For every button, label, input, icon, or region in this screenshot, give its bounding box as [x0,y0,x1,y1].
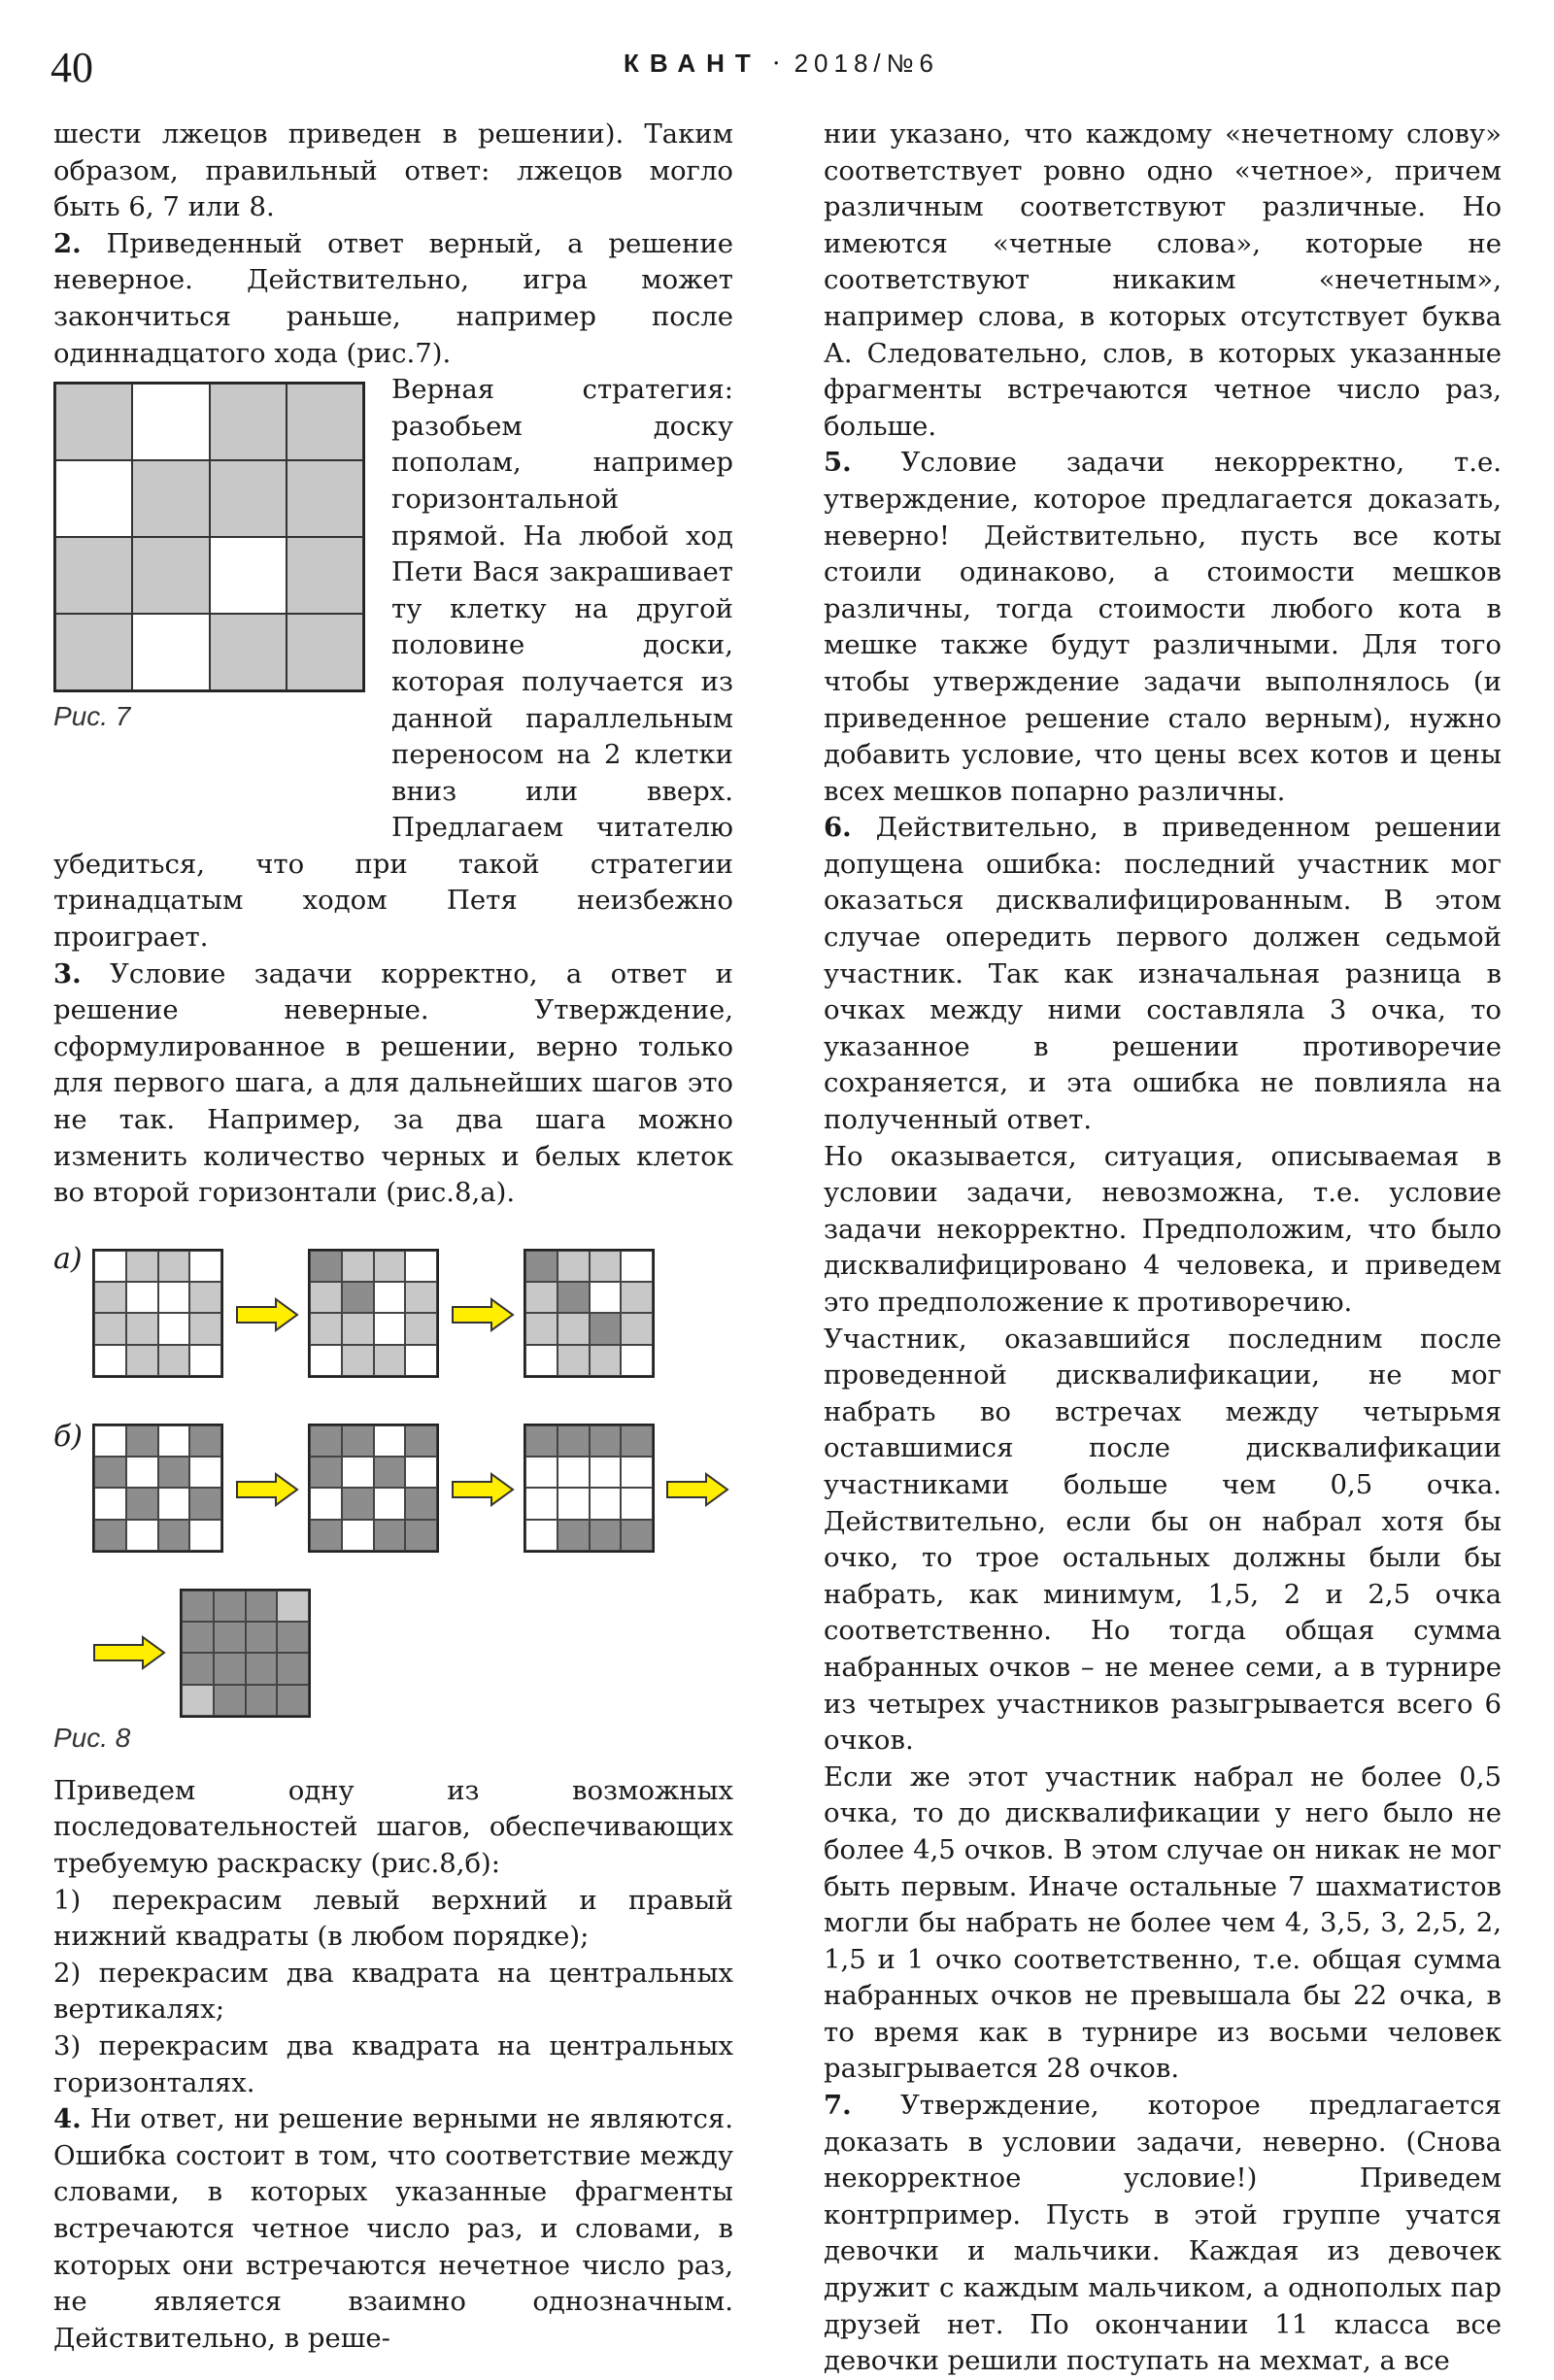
board-cell [374,1282,406,1313]
board-cell [310,1425,342,1457]
board-cell [525,1251,557,1282]
solution-6-paragraph-2: Но оказывается, ситуация, описываемая в условии задачи, невозможна, т.е. условие задачи некорректно. Предположим, что было дисквалифицировано 4 человека, и приведем это предположение к противоречию. [824,1140,1502,1318]
board-cell [557,1313,590,1344]
board-cell [405,1425,437,1457]
board-cell [621,1457,653,1488]
board-cell [621,1251,653,1282]
board-cell [525,1313,557,1344]
board-cell [310,1251,342,1282]
board-cell [525,1457,557,1488]
board-cell [590,1313,622,1344]
board-cell [132,614,209,690]
board-cell [189,1520,221,1551]
paragraph-sequence: Приведем одну из возможных последовательностей шагов, обеспечивающих требуемую раскраску (рис.8,б): [53,1774,733,1879]
list-item-3: 3) перекрасим два квадрата на центральных горизонталях. [53,2029,733,2098]
board-cell [158,1520,190,1551]
solution-2-text: Приведенный ответ верный, а решение неверное. Действительно, игра может закончиться раньше, например после одиннадцатого хода (рис.7). [53,227,733,369]
board-cell [590,1282,622,1313]
issue-number: 2018/№6 [794,49,940,78]
paragraph-intro: шести лжецов приведен в решении). Таким образом, правильный ответ: лжецов могло быть 6, 7 или 8. [53,118,733,223]
board-cell [126,1282,158,1313]
arrow-right-icon [665,1472,729,1507]
board-cell [310,1488,342,1519]
board-cell [158,1425,190,1457]
board-cell [405,1282,437,1313]
solution-4-number: 4. [53,2103,82,2135]
board-cell [621,1313,653,1344]
board-cell [525,1345,557,1376]
board-cell [310,1345,342,1376]
solution-6-paragraph-3: Участник, оказавшийся последним после проведенной дисквалификации, не мог набрать во встречах между четырьмя оставшимися после дисквалификации участниками больше чем 0,5 очка. Действительно, если бы он набрал хотя бы очко, то трое остальных должны были бы набрать, как минимум, 1,5, 2 и 2,5 очка соответственно. Но тогда общая сумма набранных очков – не менее семи, а в турнире из четырех участников разыгрывается всего 6 очков. [824,1323,1502,1757]
left-column [53,117,733,2357]
board-cell [94,1457,126,1488]
board-cell [590,1345,622,1376]
board-cell [287,537,363,614]
board-cell [374,1345,406,1376]
figure-8-b-board-3 [524,1424,655,1553]
solution-4-text: Ни ответ, ни решение верными не являются. Ошибка состоит в том, что соответствие между словами, в которых указанные фрагменты встречаются четное число раз, и словами, в которых они встречаются нечетное число раз, не является взаимно однозначным. Действительно, в реше- [53,2103,733,2354]
board-cell [94,1520,126,1551]
board-cell [55,614,132,690]
solution-3 [53,956,733,1212]
board-cell [158,1251,190,1282]
board-cell [189,1251,221,1282]
board-cell [342,1457,374,1488]
board-cell [94,1345,126,1376]
board-cell [525,1425,557,1457]
board-cell [621,1425,653,1457]
board-cell [210,614,287,690]
board-cell [94,1425,126,1457]
page-header [51,43,1503,91]
board-cell [126,1457,158,1488]
board-cell [94,1251,126,1282]
figure-8-b-board-1 [92,1424,223,1553]
board-cell [132,537,209,614]
board-cell [214,1622,246,1653]
board-cell [557,1282,590,1313]
board-cell [210,537,287,614]
board-cell [342,1313,374,1344]
board-cell [590,1425,622,1457]
board-cell [189,1425,221,1457]
board-cell [94,1488,126,1519]
board-cell [405,1488,437,1519]
board-cell [310,1457,342,1488]
board-cell [126,1251,158,1282]
figure-7 [53,378,374,820]
figure-8-a-board-1 [92,1249,223,1378]
figure-8-final-board [180,1589,311,1718]
arrow-right-icon [92,1635,166,1670]
header-separator: · [772,50,784,79]
board-cell [374,1457,406,1488]
board-cell [210,460,287,537]
board-cell [189,1282,221,1313]
figure-8 [53,1239,733,1763]
figure-8-a-board-3 [524,1249,655,1378]
arrow-right-icon [451,1472,515,1507]
board-cell [158,1313,190,1344]
board-cell [246,1653,278,1684]
magazine-title: КВАНТ [624,49,761,78]
board-cell [557,1520,590,1551]
solution-5-text: Условие задачи некорректно, т.е. утверждение, которое предлагается доказать, неверно! Действительно, пусть все коты стоили одинаково, а стоимости мешков различны, тогда стоимости любого кота в мешке также будут различными. Для того чтобы утверждение задачи выполнялось (и приведенное решение стало верным), нужно добавить условие, что цены всех котов и цены всех мешков попарно различны. [824,447,1502,807]
figure-8-b-board-2 [308,1424,439,1553]
arrow-right-icon [235,1472,299,1507]
board-cell [158,1488,190,1519]
board-cell [94,1282,126,1313]
board-cell [621,1488,653,1519]
board-cell [525,1520,557,1551]
board-cell [374,1425,406,1457]
board-cell [214,1685,246,1716]
board-cell [182,1653,214,1684]
board-cell [277,1685,309,1716]
board-cell [214,1591,246,1622]
board-cell [287,460,363,537]
board-cell [126,1313,158,1344]
board-cell [55,384,132,460]
figure-8-a-board-2 [308,1249,439,1378]
board-cell [557,1251,590,1282]
figure-8-caption: Рис. 8 [53,1722,131,1753]
board-cell [189,1488,221,1519]
board-cell [557,1488,590,1519]
board-cell [525,1488,557,1519]
board-cell [277,1653,309,1684]
board-cell [405,1345,437,1376]
board-cell [342,1488,374,1519]
board-cell [342,1520,374,1551]
arrow-right-icon [451,1297,515,1332]
board-cell [590,1488,622,1519]
board-cell [277,1622,309,1653]
board-cell [55,460,132,537]
list-item-1: 1) перекрасим левый верхний и правый нижний квадраты (в любом порядке); [53,1884,733,1953]
board-cell [310,1282,342,1313]
board-cell [126,1425,158,1457]
solution-6-paragraph-4: Если же этот участник набрал не более 0,5 очка, то до дисквалификации у него было не более 4,5 очков. В этом случае он никак не мог быть первым. Иначе остальные 7 шахматистов могли бы набрать не более чем 4, 3,5, 3, 2,5, 2, 1,5 и 1 очко соответственно, т.е. общая сумма набранных очков не превышала бы 22 очка, в то время как в турнире из восьми человек разыгрывается 28 очков. [824,1760,1502,2085]
board-cell [590,1457,622,1488]
board-cell [182,1622,214,1653]
page-number: 40 [51,44,93,91]
board-cell [126,1488,158,1519]
solution-4 [53,2101,733,2357]
board-cell [210,384,287,460]
running-head [624,49,939,79]
board-cell [126,1345,158,1376]
board-cell [590,1520,622,1551]
board-cell [621,1520,653,1551]
board-cell [310,1520,342,1551]
board-cell [189,1313,221,1344]
board-cell [557,1457,590,1488]
solution-2-number: 2. [53,227,82,259]
board-cell [405,1520,437,1551]
board-cell [374,1313,406,1344]
board-cell [158,1282,190,1313]
solution-7-text: Утверждение, которое предлагается доказать в условии задачи, неверно. (Снова некорректное условие!) Приведем контрпример. Пусть в этой группе учатся девочки и мальчики. Каждая из девочек дружит с каждым мальчиком, а однополых пар друзей нет. По окончании 11 класса все девочки решили поступать на мехмат, а все [824,2090,1502,2377]
board-cell [287,384,363,460]
solution-6-text: Действительно, в приведенном решении допущена ошибка: последний участник мог оказаться дисквалифицированным. В этом случае опередить первого должен седьмой участник. Так как изначальная разница в очках между ними составляла 3 очка, то указанное в решении противоречие сохраняется, и эта ошибка не повлияла на полученный ответ. [824,812,1502,1136]
board-cell [405,1251,437,1282]
board-cell [126,1520,158,1551]
board-cell [55,537,132,614]
board-cell [246,1685,278,1716]
board-cell [94,1313,126,1344]
board-cell [342,1345,374,1376]
solution-6 [824,810,1502,1138]
figure-8-label-b: б) [53,1419,84,1454]
paragraph-continuation: нии указано, что каждому «нечетному слову» соответствует ровно одно «четное», причем различным соответствуют различные. Но имеются «четные слова», которые не соответствуют никаким «нечетным», например слова, в которых отсутствует буква А. Следовательно, слов, в которых указанные фрагменты встречаются четное число раз, больше. [824,118,1502,442]
board-cell [405,1457,437,1488]
board-cell [342,1425,374,1457]
board-cell [182,1591,214,1622]
board-cell [132,460,209,537]
board-cell [374,1488,406,1519]
board-cell [405,1313,437,1344]
solution-2 [53,226,733,372]
board-cell [557,1345,590,1376]
board-cell [342,1251,374,1282]
board-cell [189,1345,221,1376]
figure-7-board [53,382,365,692]
list-item-2: 2) перекрасим два квадрата на центральных вертикалях; [53,1957,733,2026]
arrow-right-icon [235,1297,299,1332]
board-cell [214,1653,246,1684]
solution-3-text: Условие задачи корректно, а ответ и решение неверные. Утверждение, сформулированное в решении, верно только для первого шага, а для дальнейших шагов это не так. Например, за два шага можно изменить количество черных и белых клеток во второй горизонтали (рис.8,а). [53,957,733,1209]
solution-7 [824,2088,1502,2380]
board-cell [525,1282,557,1313]
solution-7-number: 7. [824,2090,852,2122]
board-cell [342,1282,374,1313]
board-cell [374,1251,406,1282]
board-cell [557,1425,590,1457]
board-cell [246,1591,278,1622]
solution-3-number: 3. [53,957,82,989]
board-cell [374,1520,406,1551]
solution-2-strategy: Верная стратегия: разобьем доску пополам, например горизонтальной прямой. На любой ход Пети Вася закрашивает ту клетку на другой половине доски, которая получается из данной параллельным переносом на 2 клетки вниз или вверх. Предлагаем читателю убедиться, что при такой стратегии тринадцатым ходом Петя неизбежно проиграет. [53,374,733,954]
solution-5 [824,445,1502,810]
solution-5-number: 5. [824,447,852,479]
board-cell [621,1345,653,1376]
board-cell [246,1622,278,1653]
right-column [824,117,1502,2380]
board-cell [132,384,209,460]
board-cell [590,1251,622,1282]
board-cell [621,1282,653,1313]
board-cell [287,614,363,690]
board-cell [158,1457,190,1488]
board-cell [189,1457,221,1488]
board-cell [158,1345,190,1376]
figure-7-caption: Рис. 7 [53,701,131,732]
board-cell [277,1591,309,1622]
solution-6-number: 6. [824,812,852,844]
figure-8-label-a: а) [53,1241,83,1276]
board-cell [182,1685,214,1716]
board-cell [310,1313,342,1344]
